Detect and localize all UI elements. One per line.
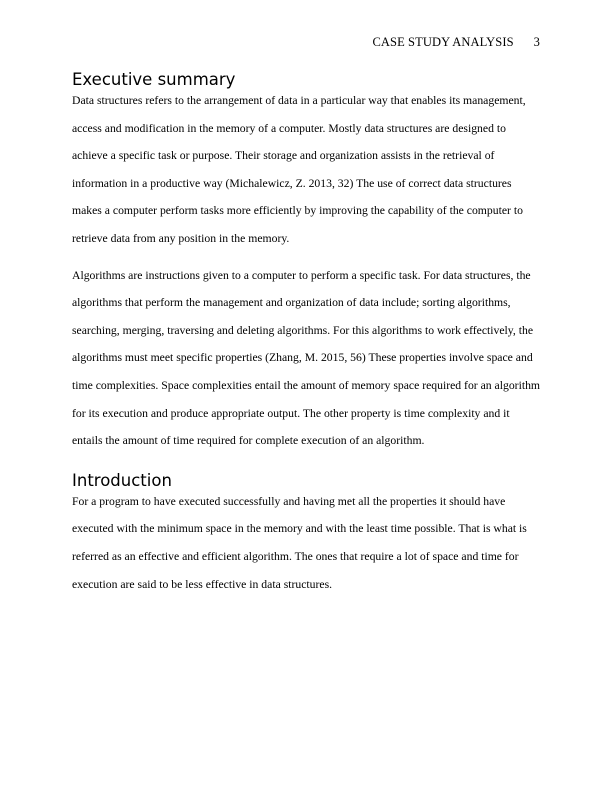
- introduction-paragraph-1: For a program to have executed successfully and having met all the properties it should have executed with the minimum space in the memory and with the least time possible. That is what is referred as an effective and efficient algorithm. The ones that require a lot of space and time for execution are said to be less effective in data structures.: [72, 494, 527, 591]
- introduction-heading: Introduction: [72, 470, 172, 490]
- executive-summary-paragraph-1: Data structures refers to the arrangement of data in a particular way that enables its management, access and modification in the memory of a computer. Mostly data structures are designed to achieve a specific task or purpose. Their storage and organization assists in the retrieval of information in a productive way (Michalewicz, Z. 2013, 32) The use of correct data structures makes a computer perform tasks more efficiently by improving the capability of the computer to retrieve data from any position in the memory.: [72, 94, 526, 245]
- running-title: CASE STUDY ANALYSIS: [372, 35, 514, 49]
- document-body: [72, 70, 540, 598]
- page-header: [372, 35, 540, 50]
- page-number: 3: [533, 35, 540, 49]
- executive-summary-paragraph-2: Algorithms are instructions given to a computer to perform a specific task. For data structures, the algorithms that perform the management and organization of data include; sorting algorithms, searching, merging, traversing and deleting algorithms. For this algorithms to work effectively, the algorithms must meet specific properties (Zhang, M. 2015, 56) These properties involve space and time complexities. Space complexities entail the amount of memory space required for an algorithm for its execution and produce appropriate output. The other property is time complexity and it entails the amount of time required for complete execution of an algorithm.: [72, 268, 541, 448]
- executive-summary-heading: Executive summary: [72, 70, 236, 89]
